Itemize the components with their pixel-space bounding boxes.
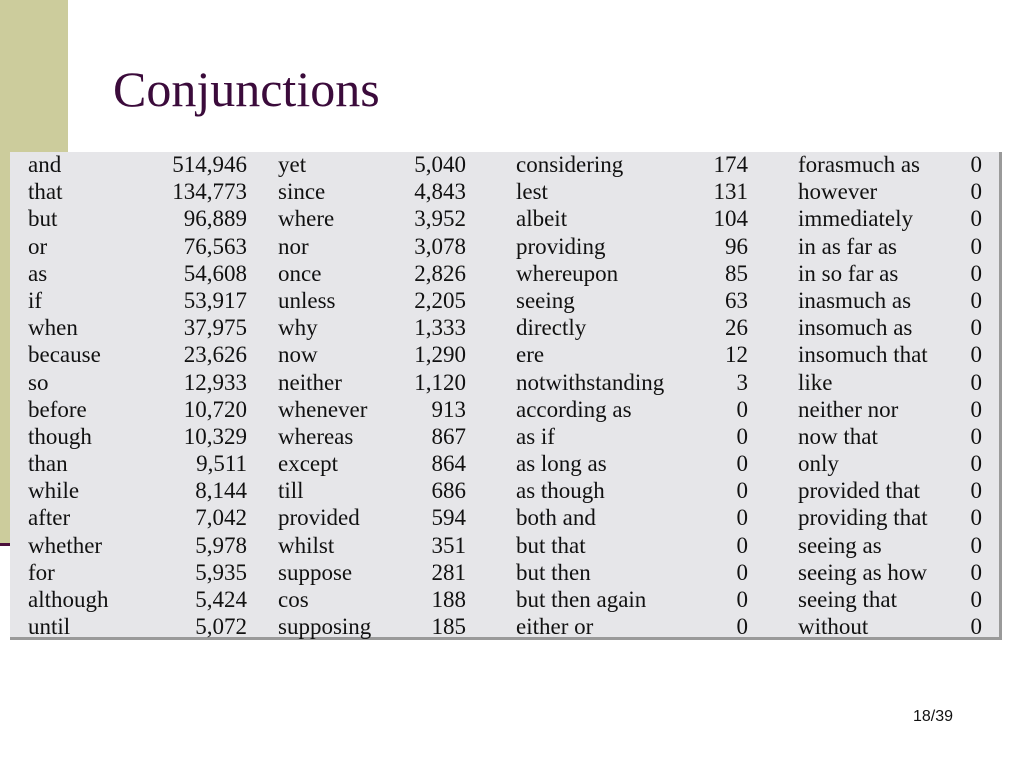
conjunction-word: where (278, 206, 335, 232)
conjunction-word: provided (278, 505, 360, 531)
conjunction-count: 3,952 (414, 206, 466, 232)
conjunction-count: 0 (970, 315, 982, 341)
conjunction-word: ere (516, 342, 545, 368)
conjunction-word: as though (516, 478, 605, 504)
conjunction-word: till (278, 478, 304, 504)
conjunction-word: and (28, 152, 62, 177)
conjunction-count: 10,720 (183, 396, 247, 422)
conjunction-word: neither (278, 369, 342, 395)
conjunction-word: only (798, 451, 839, 477)
conjunction-count: 185 (431, 614, 466, 640)
conjunction-count: 0 (970, 559, 982, 585)
conjunction-word: however (798, 179, 878, 205)
conjunction-word: in so far as (798, 260, 899, 286)
conjunction-word: once (278, 260, 322, 286)
conjunction-word: neither nor (798, 396, 899, 422)
conjunction-word: whether (28, 532, 103, 558)
conjunction-count: 351 (431, 532, 466, 558)
conjunction-word: now that (798, 423, 878, 449)
conjunction-count: 26 (725, 315, 748, 341)
conjunction-count: 0 (970, 532, 982, 558)
conjunction-count: 12,933 (183, 369, 247, 395)
conjunction-word: though (28, 423, 92, 449)
conjunction-word: either or (516, 614, 594, 640)
conjunction-count: 174 (713, 152, 748, 177)
conjunction-count: 2,826 (414, 260, 466, 286)
conjunction-word: as if (516, 423, 555, 449)
conjunction-count: 3 (736, 369, 748, 395)
conjunction-word: whilst (278, 532, 335, 558)
conjunction-word: seeing as how (798, 559, 928, 585)
conjunction-count: 10,329 (183, 423, 247, 449)
conjunction-count: 0 (736, 587, 748, 612)
conjunction-count: 2,205 (414, 287, 466, 313)
conjunction-count: 864 (431, 451, 466, 477)
conjunction-count: 0 (970, 152, 982, 177)
conjunction-word: like (798, 369, 833, 395)
conjunction-count: 1,120 (414, 369, 466, 395)
conjunction-word: so (28, 369, 49, 395)
conjunction-word: without (798, 614, 869, 640)
conjunction-word: directly (516, 315, 587, 341)
conjunction-word: seeing (516, 287, 575, 313)
conjunction-word: but (28, 206, 58, 232)
conjunction-word: because (28, 342, 101, 368)
conjunction-count: 76,563 (183, 233, 247, 259)
conjunction-word: when (28, 315, 78, 341)
conjunction-word: until (28, 614, 71, 640)
conjunction-word: lest (516, 179, 548, 205)
conjunction-word: supposing (278, 614, 372, 640)
conjunction-word: provided that (798, 478, 920, 504)
conjunction-count: 0 (736, 423, 748, 449)
conjunction-count: 4,843 (414, 179, 466, 205)
conjunction-word: insomuch that (798, 342, 928, 368)
conjunction-count: 0 (970, 342, 982, 368)
conjunction-count: 0 (736, 614, 748, 640)
conjunction-word: that (28, 179, 63, 205)
conjunction-word: if (28, 287, 43, 313)
conjunction-word: than (28, 451, 68, 477)
conjunction-count: 0 (970, 260, 982, 286)
conjunction-word: but that (516, 532, 586, 558)
conjunction-count: 0 (970, 396, 982, 422)
conjunction-word: since (278, 179, 326, 205)
conjunction-count: 0 (970, 587, 982, 612)
conjunction-word: although (28, 587, 109, 612)
conjunction-count: 686 (431, 478, 466, 504)
conjunction-word: both and (516, 505, 596, 531)
conjunction-count: 63 (725, 287, 748, 313)
conjunction-word: considering (516, 152, 624, 177)
conjunction-count: 9,511 (196, 451, 247, 477)
conjunction-word: cos (278, 587, 309, 612)
conjunction-count: 0 (970, 614, 982, 640)
conjunction-word: suppose (278, 559, 353, 585)
conjunction-count: 5,935 (195, 559, 247, 585)
conjunction-count: 867 (431, 423, 466, 449)
conjunction-count: 131 (713, 179, 748, 205)
conjunction-count: 0 (970, 233, 982, 259)
conjunction-word: yet (278, 152, 307, 177)
conjunction-count: 53,917 (183, 287, 247, 313)
conjunction-count: 514,946 (172, 152, 247, 177)
conjunction-count: 23,626 (183, 342, 247, 368)
conjunction-word: notwithstanding (516, 369, 665, 395)
conjunction-count: 54,608 (183, 260, 247, 286)
page-number: 18/39 (913, 708, 954, 725)
conjunction-count: 0 (736, 478, 748, 504)
conjunction-count: 85 (725, 260, 748, 286)
conjunction-count: 913 (431, 396, 466, 422)
conjunction-count: 104 (713, 206, 748, 232)
conjunction-count: 96,889 (183, 206, 247, 232)
conjunction-word: immediately (798, 206, 913, 232)
conjunction-word: before (28, 396, 87, 422)
conjunction-word: in as far as (798, 233, 897, 259)
conjunction-word: inasmuch as (798, 287, 912, 313)
conjunction-word: seeing as (798, 532, 882, 558)
conjunction-count: 8,144 (195, 478, 247, 504)
conjunction-word: whenever (278, 396, 368, 422)
conjunction-count: 7,042 (195, 505, 247, 531)
conjunction-count: 0 (970, 179, 982, 205)
conjunction-word: insomuch as (798, 315, 913, 341)
conjunction-word: as long as (516, 451, 607, 477)
conjunction-word: seeing that (798, 587, 897, 612)
conjunction-count: 0 (970, 478, 982, 504)
conjunction-count: 5,424 (195, 587, 247, 612)
conjunction-word: except (278, 451, 339, 477)
conjunction-count: 134,773 (172, 179, 247, 205)
conjunction-frequency-table (10, 152, 1002, 640)
conjunction-count: 0 (736, 451, 748, 477)
conjunction-word: but then (516, 559, 591, 585)
conjunction-count: 37,975 (183, 315, 247, 341)
conjunction-word: now (278, 342, 318, 368)
conjunction-count: 0 (970, 206, 982, 232)
conjunction-count: 5,072 (195, 614, 247, 640)
conjunction-count: 12 (725, 342, 748, 368)
conjunction-count: 0 (736, 559, 748, 585)
conjunction-count: 3,078 (414, 233, 466, 259)
conjunction-count: 281 (431, 559, 466, 585)
conjunction-word: unless (278, 287, 336, 313)
conjunction-word: for (28, 559, 55, 585)
conjunction-count: 5,978 (195, 532, 247, 558)
conjunction-count: 5,040 (414, 152, 466, 177)
conjunction-count: 188 (431, 587, 466, 612)
conjunction-count: 0 (970, 505, 982, 531)
conjunction-count: 96 (725, 233, 748, 259)
conjunction-word: providing that (798, 505, 928, 531)
conjunction-count: 0 (970, 369, 982, 395)
conjunction-count: 0 (736, 505, 748, 531)
conjunction-count: 0 (736, 396, 748, 422)
conjunction-count: 594 (431, 505, 466, 531)
conjunction-count: 0 (970, 451, 982, 477)
conjunction-count: 0 (970, 423, 982, 449)
conjunction-word: forasmuch as (798, 152, 920, 177)
conjunction-word: whereupon (516, 260, 619, 286)
conjunction-word: or (28, 233, 48, 259)
conjunction-word: but then again (516, 587, 647, 612)
conjunction-word: according as (516, 396, 632, 422)
conjunction-word: as (28, 260, 48, 286)
conjunction-word: whereas (278, 423, 354, 449)
conjunction-count: 1,333 (414, 315, 466, 341)
conjunction-count: 0 (970, 287, 982, 313)
conjunction-word: why (278, 315, 318, 341)
conjunction-word: providing (516, 233, 606, 259)
conjunction-word: after (28, 505, 71, 531)
conjunction-word: while (28, 478, 80, 504)
conjunction-word: nor (278, 233, 309, 259)
conjunction-word: albeit (516, 206, 568, 232)
slide-title: Conjunctions (113, 61, 380, 117)
conjunction-count: 1,290 (414, 342, 466, 368)
conjunction-count: 0 (736, 532, 748, 558)
